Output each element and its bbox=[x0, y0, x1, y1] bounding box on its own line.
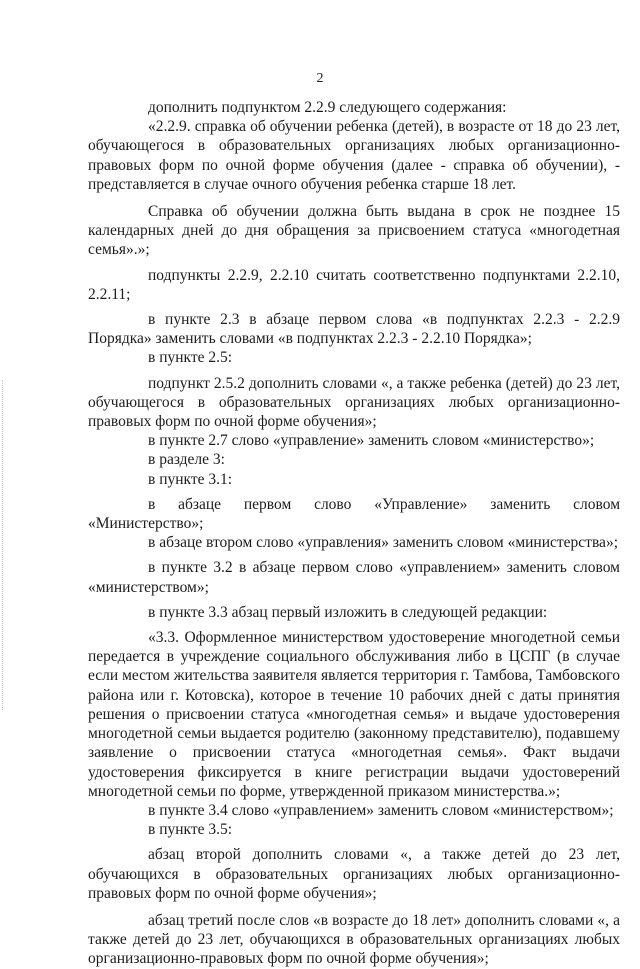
page-number: 2 bbox=[316, 71, 324, 86]
paragraph: в разделе 3: bbox=[148, 451, 225, 469]
paragraph: абзац второй дополнить словами «, а также детей до 23 лет, обучающихся в образовательных организациях любых организационно-правовых форм по очной форме обучения»; bbox=[88, 846, 620, 902]
paragraph: в пункте 2.3 в абзаце первом слова «в подпунктах 2.2.3 - 2.2.9 Порядка» заменить словами «в подпунктах 2.2.3 - 2.2.10 Порядка»; bbox=[88, 311, 620, 348]
paragraph: дополнить подпунктом 2.2.9 следующего содержания: bbox=[148, 99, 507, 116]
paragraph: в пункте 3.5: bbox=[148, 821, 233, 839]
margin-scan-marks bbox=[2, 380, 6, 710]
paragraph: в пункте 3.3 абзац первый изложить в следующей редакции: bbox=[148, 603, 548, 621]
paragraph: подпункт 2.5.2 дополнить словами «, а также ребенка (детей) до 23 лет, обучающегося в образовательных организациях любых организационно-правовых форм по очной форме обучения»; bbox=[88, 374, 620, 431]
paragraph: в пункте 3.1: bbox=[148, 470, 233, 488]
paragraph: в пункте 3.4 слово «управлением» заменить словом «министерством»; bbox=[148, 801, 614, 819]
paragraph: абзац третий после слов «в возрасте до 18 лет» дополнить словами «, а также детей до 23 лет, обучающихся в образовательных организациях любых организационно-правовых форм по очной форме обучения»; bbox=[88, 911, 620, 968]
paragraph: в абзаце первом слово «Управление» заменить словом «Министерство»; bbox=[88, 495, 620, 533]
paragraph: Справка об обучении должна быть выдана в срок не позднее 15 календарных дней до дня обращения за присвоением статуса «многодетная семья».»; bbox=[88, 203, 620, 259]
paragraph: подпункты 2.2.9, 2.2.10 считать соответственно подпунктами 2.2.10, 2.2.11; bbox=[88, 266, 620, 303]
document-body bbox=[88, 98, 620, 969]
paragraph: «3.3. Оформленное министерством удостоверение многодетной семьи передается в учреждение социального обслуживания либо в ЦСПГ (в случае если местом жительства заявителя является территория г. Тамбова, Тамбовского района или г. Котовска), которое в течение 10 рабочих дней с даты принятия решения о присвоении статуса «многодетная семья» и выдаче удостоверения многодетной семьи выдается родителю (законному представителю), подавшему заявление о присвоении статуса «многодетная семья». Факт выдачи удостоверения фиксируется в книге регистрации выдачи удостоверений многодетной семьи по форме, утвержденной приказом министерства.»; bbox=[88, 629, 620, 800]
paragraph: в пункте 2.5: bbox=[148, 349, 233, 367]
paragraph: «2.2.9. справка об обучении ребенка (детей), в возрасте от 18 до 23 лет, обучающегося в образовательных организациях любых организационно-правовых форм по очной форме обучения (далее - справка об обучении), - представляется в случае очного обучения ребенка старше 18 лет. bbox=[88, 118, 620, 193]
paragraph: в абзаце втором слово «управления» заменить словом «министерства»; bbox=[148, 534, 618, 552]
paragraph: в пункте 2.7 слово «управление» заменить словом «министерство»; bbox=[148, 432, 595, 450]
paragraph: в пункте 3.2 в абзаце первом слово «управлением» заменить словом «министерством»; bbox=[88, 559, 620, 596]
